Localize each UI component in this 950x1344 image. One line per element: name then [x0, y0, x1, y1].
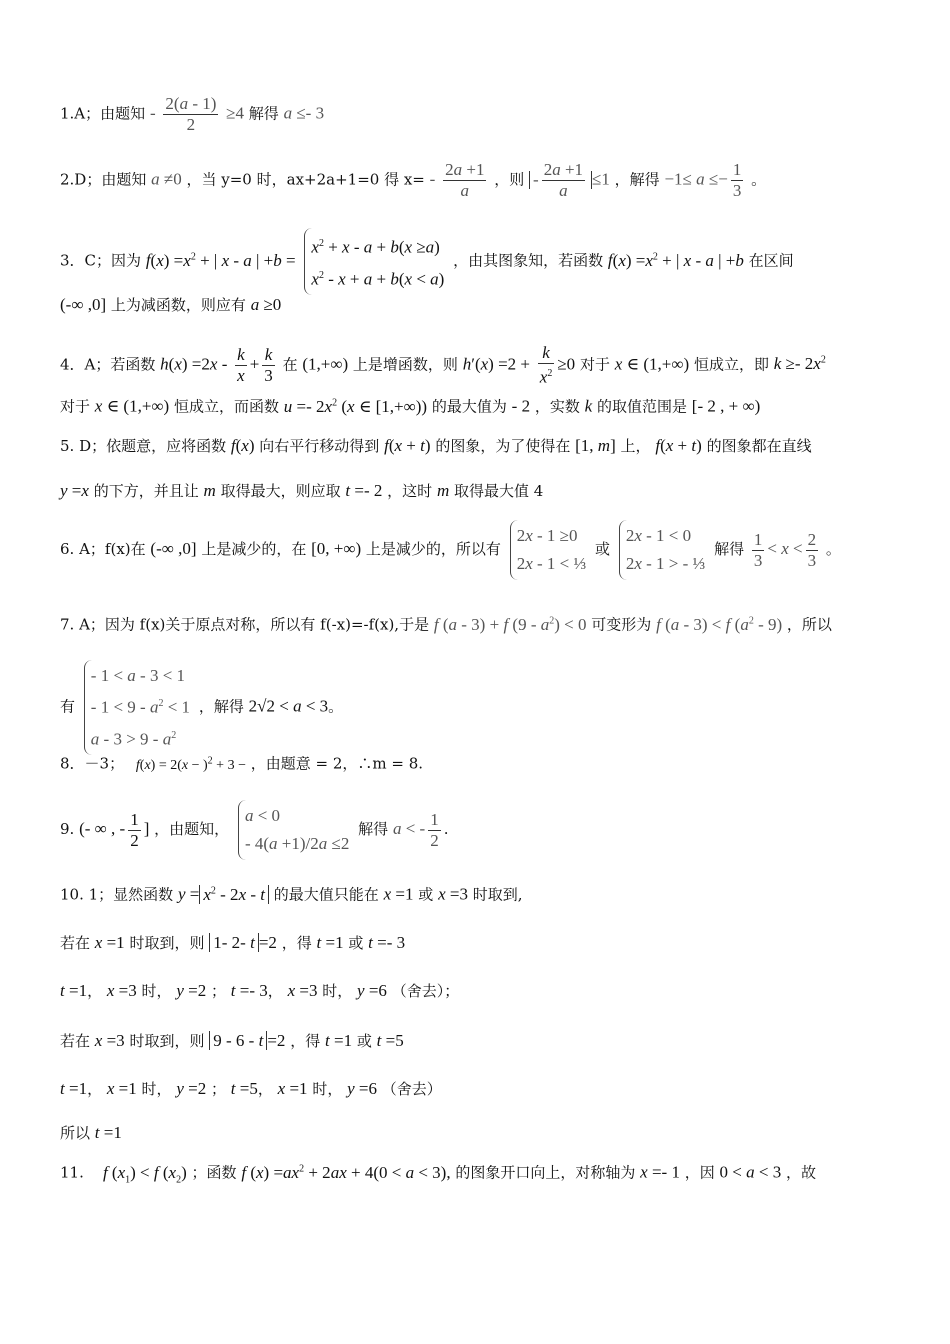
answer-8: 8．－3； $f(x) = 2(x - )^2 + 3$ − ，由题意 = 2，∴m = 8. [60, 754, 424, 773]
answer-10: 10. 1；显然函数 $y = x^2 - 2x - t$ 的最大值只能在 x =1 或 x =3 时取到, [60, 884, 523, 904]
piecewise: $x^2 + x - a + b(x \ge a)$ $x^2 - x + a + b(x < a)$ [304, 228, 444, 295]
answer-5-cont: y =x 的下方，并且让 m 取得最大，则应取 t =- 2 ，这时 m 取得最大值 4 [60, 481, 544, 500]
answer-1: 1.A；由题知 - $\frac{2(a - 1)}{2}$ ≥4 解得 a ≤- 3 [60, 94, 325, 134]
answer-10-line6: 所以 t =1 [60, 1123, 122, 1142]
answer-10-line5: t =1， x =1 时， y =2 ； t =5， x =1 时， y =6 （舍去） [60, 1079, 442, 1098]
answer-6: 6. A；f(x)在 (-∞ ,0] 上是减少的，在 [0, +∞) 上是减少的，所以有 2x - 1 ≥0 2x - 1 < ⅓ 或 2x - 1 < 0 2x - 1 > - ⅓ 解得 $\frac{1}{3}$ < x < $\frac{2}{3}$ 。 [60, 520, 895, 580]
answer-4: 4．A；若函数 h(x) =2x - $\frac{k}{x}$ + $\frac{k}{3}$ 在 (1,+∞) 上是增函数，则 h′(x) =2 + $\frac{k}{x^2}$ ≥0 对于 x ∈ (1,+∞) 恒成立，即 $k \ge- 2x^2$ [60, 343, 826, 387]
fraction: $\frac{2(a - 1)}{2}$ [165, 94, 217, 134]
answer-10-line4: 若在 x =3 时取到，则 9 - 6 - t =2 ，得 t =1 或 t =5 [60, 1031, 404, 1050]
answer-3: 3．C；因为 $f(x) =x^2$ + | x - a | +b = $x^2 + x - a + b(x \ge a)$ $x^2 - x + a + b(x < a)$ ，由其图象知，若函数 $f(x) =x^2$ + | x - a | +b 在区间 [60, 228, 895, 295]
answer-11: 11. f $(x_1) < f$ $(x_2)$ ；函数 f $(x) =ax^2 + 2ax + 4(0 < a < 3)$, 的图象开口向上，对称轴为 x =- 1 ，因 0 < a < 3 ，故 [60, 1162, 817, 1186]
answer-7: 7. A；因为 f(x)关于原点对称，所以有 f(-x)=-f(x),于是 f (a - 3) + f $(9 - a^2) < 0$ 可变形为 f (a - 3) < f $(a^2 - 9)$ ，所以 [60, 614, 832, 634]
answer-2: 2.D；由题知 a ≠0 ，当 y=0 时，ax+2a+1=0 得 x= - $\frac{2a +1}{a}$ ，则 - $\frac{2a +1}{a}$ ≤1 ，解得 −1≤ a ≤− $\frac{1}{3}$ 。 [60, 160, 767, 200]
answer-10-line3: t =1， x =3 时， y =2 ； t =- 3， x =3 时， y =6 （舍去）； [60, 981, 460, 1000]
answer-3-cont: (-∞ ,0] 上为减函数，则应有 a ≥0 [60, 295, 282, 314]
answer-5: 5. D；依题意，应将函数 f(x) 向右平行移动得到 f(x + t) 的图象，为了使得在 [1, m] 上， f(x + t) 的图象都在直线 [60, 436, 812, 455]
answer-9: 9. (- ∞ , - $\frac{1}{2}$ ] ，由题知， a < 0 - 4(a +1)/2a ≤2 解得 a < - $\frac{1}{2}$ . [60, 800, 895, 860]
answer-4-cont: 对于 x ∈ (1,+∞) 恒成立，而函数 $u =- 2x^2$ (x ∈ [1,+∞)) 的最大值为 - 2 ，实数 k 的取值范围是 [- 2 , + ∞) [60, 396, 761, 416]
answer-10-line2: 若在 x =1 时取到，则 1- 2- t =2 ，得 t =1 或 t =- 3 [60, 933, 406, 952]
answer-7-cont: 有 - 1 < a - 3 < 1 - $1 < 9 - a^2 < 1$ $a - 3 > 9 - a^2$ ，解得 2√2 < a < 3。 [60, 660, 895, 755]
